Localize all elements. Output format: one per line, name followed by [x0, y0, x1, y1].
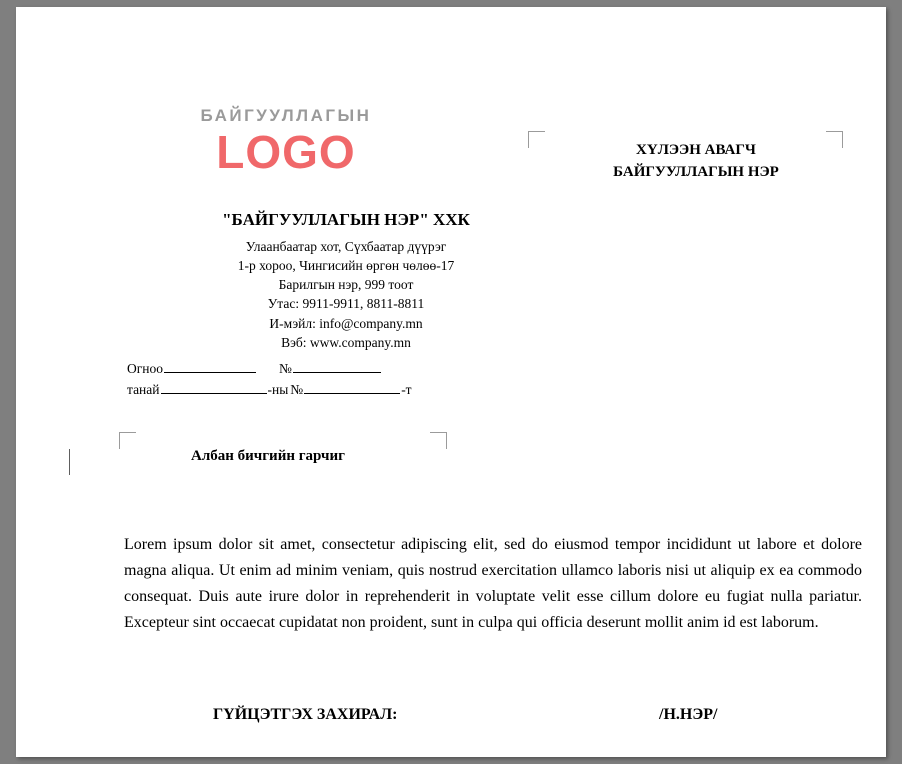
- signature-title: ГҮЙЦЭТГЭХ ЗАХИРАЛ:: [213, 706, 398, 723]
- logo-main-word: LOGO: [216, 125, 356, 178]
- company-logo: [186, 107, 386, 176]
- date-input-line[interactable]: [164, 359, 256, 373]
- reference-block: [126, 359, 466, 401]
- sender-address-line-3: Барилгын нэр, 999 тоот: [278, 277, 414, 293]
- sender-address-line-1: Улаанбаатар хот, Сүхбаатар дүүрэг: [245, 239, 447, 254]
- yours-number-suffix: -т: [401, 381, 412, 397]
- recipient-line-2: БАЙГУУЛЛАГЫН НЭР: [613, 163, 779, 180]
- recipient-line-1: ХҮЛЭЭН АВАГЧ: [636, 142, 756, 158]
- sender-block: [136, 210, 556, 352]
- number-input-line[interactable]: [293, 359, 381, 373]
- recipient-block: [556, 140, 836, 184]
- document-page: [16, 7, 886, 757]
- sender-web: Вэб: www.company.mn: [281, 334, 411, 350]
- subject-bracket-top-right: [430, 432, 447, 449]
- sender-address-line-2: 1-р хороо, Чингисийн өргөн чөлөө-17: [237, 258, 455, 274]
- reference-row-date: [126, 359, 466, 380]
- reference-row-yours: [126, 380, 466, 401]
- subject-bracket-top-left: [119, 432, 136, 449]
- sender-email: И-мэйл: info@company.mn: [269, 315, 423, 331]
- yours-suffix: -ны: [267, 381, 289, 397]
- sender-organization-name: "БАЙГУУЛЛАГЫН НЭР" ХХК: [222, 210, 470, 229]
- date-label: Огноо: [127, 361, 164, 376]
- left-margin-marker: [69, 449, 70, 475]
- yours-number-label: №: [290, 381, 304, 397]
- logo-top-word: БАЙГУУЛЛАГЫН: [200, 106, 372, 125]
- document-subject: Албан бичгийн гарчиг: [191, 448, 345, 464]
- yours-number-input-line[interactable]: [304, 380, 400, 394]
- recipient-bracket-top-left: [528, 131, 545, 148]
- yours-date-input-line[interactable]: [161, 380, 267, 394]
- number-label: №: [279, 361, 292, 376]
- signature-name: /Н.НЭР/: [659, 706, 718, 723]
- yours-label: танай: [127, 381, 160, 397]
- document-body: Lorem ipsum dolor sit amet, consectetur adipiscing elit, sed do eiusmod tempor incididunt ut labore et dolore magna aliqua. Ut enim ad minim veniam, quis nostrud exercitation ullamco laboris nisi ut aliquip ex ea commodo consequat. Duis aute irure dolor in reprehenderit in voluptate velit esse cillum dolore eu fugiat nulla pariatur. Excepteur sint occaecat cupidatat non proident, sunt in culpa qui officia deserunt mollit anim id est laborum.: [124, 536, 862, 631]
- sender-phone: Утас: 9911-9911, 8811-8811: [267, 296, 425, 312]
